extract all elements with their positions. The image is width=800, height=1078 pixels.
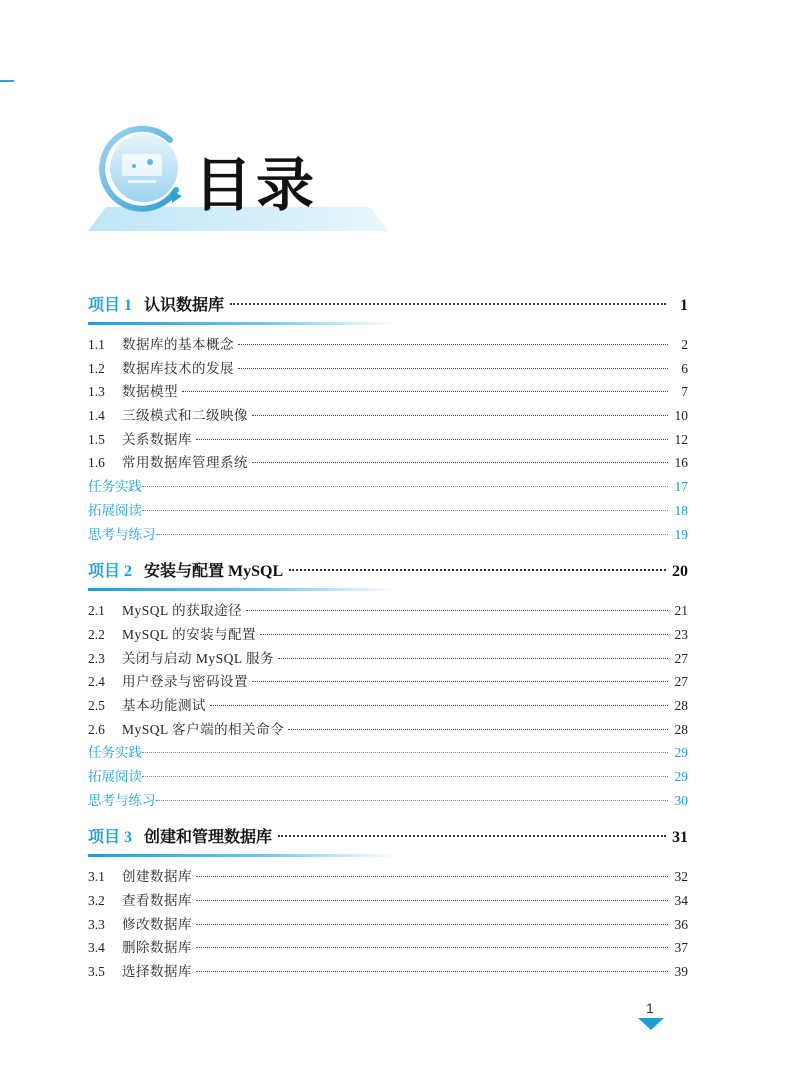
extra-page: 30 <box>674 792 688 808</box>
leader-dots <box>196 900 668 901</box>
extra-page: 18 <box>674 502 688 518</box>
section-number: 1.3 <box>88 384 105 400</box>
leader-dots <box>252 681 668 682</box>
page-number: 1 <box>646 1000 654 1016</box>
toc-section-row[interactable] <box>88 357 688 381</box>
chapter-number: 项目 2 <box>88 563 133 581</box>
section-number: 2.6 <box>88 721 105 737</box>
chapter-page: 20 <box>672 563 688 581</box>
toc-section-row[interactable] <box>88 694 688 718</box>
extra-page: 19 <box>674 526 688 542</box>
extra-title: 任务实践 <box>88 745 142 761</box>
leader-dots <box>230 303 666 305</box>
section-page: 16 <box>674 455 688 471</box>
section-title: 数据模型 <box>122 384 178 400</box>
section-page: 21 <box>674 603 688 619</box>
leader-dots <box>142 510 668 511</box>
leader-dots <box>289 569 666 571</box>
section-page: 12 <box>674 431 688 447</box>
toc-extra-row[interactable] <box>88 741 688 765</box>
section-title: MySQL 的安装与配置 <box>122 626 257 642</box>
table-of-contents <box>88 292 688 984</box>
section-number: 3.3 <box>88 916 105 932</box>
section-title: 基本功能测试 <box>122 697 206 713</box>
extra-title: 思考与练习 <box>88 792 156 808</box>
extra-title: 拓展阅读 <box>88 502 142 518</box>
extra-title: 拓展阅读 <box>88 769 142 784</box>
toc-section-row[interactable] <box>88 889 688 913</box>
section-title: 关系数据库 <box>122 431 192 447</box>
chapter-page: 1 <box>680 297 688 314</box>
leader-dots <box>260 634 668 635</box>
leader-dots <box>196 439 668 440</box>
database-logo-icon <box>92 120 192 220</box>
leader-dots <box>252 415 668 416</box>
leader-dots <box>142 752 668 753</box>
section-number: 3.5 <box>88 964 105 980</box>
section-page: 28 <box>674 697 688 713</box>
chapter-title: 创建和管理数据库 <box>144 829 273 847</box>
toc-extra-row[interactable] <box>88 499 688 523</box>
leader-dots <box>278 658 668 659</box>
section-page: 37 <box>674 940 688 956</box>
chapter-1 <box>88 292 688 546</box>
extra-page: 29 <box>674 769 688 784</box>
leader-dots <box>238 368 668 369</box>
section-number: 3.4 <box>88 940 105 956</box>
section-title: 修改数据库 <box>122 916 192 932</box>
toc-section-row[interactable] <box>88 451 688 475</box>
chapter-heading[interactable] <box>88 292 688 322</box>
leader-dots <box>156 800 669 801</box>
toc-extra-row[interactable] <box>88 789 688 813</box>
chapter-gap <box>88 546 688 558</box>
leader-dots <box>288 729 668 730</box>
leader-dots <box>210 705 668 706</box>
leader-dots <box>196 971 668 972</box>
toc-section-row[interactable] <box>88 428 688 452</box>
leader-dots <box>278 835 666 837</box>
chapter-heading[interactable] <box>88 558 688 588</box>
toc-section-row[interactable] <box>88 960 688 984</box>
section-number: 3.2 <box>88 893 105 909</box>
section-page: 6 <box>681 360 688 376</box>
section-number: 2.1 <box>88 603 105 619</box>
chapter-page: 31 <box>672 829 688 847</box>
page-title: 目录 <box>194 151 319 219</box>
page-edge-mark <box>0 80 14 82</box>
section-title: 创建数据库 <box>122 869 192 885</box>
chapter-title: 安装与配置 MySQL <box>144 563 284 581</box>
chapter-underline <box>88 854 398 857</box>
section-page: 2 <box>681 337 688 352</box>
toc-section-row[interactable] <box>88 599 688 623</box>
chapter-number: 项目 3 <box>88 829 133 847</box>
chapter-number: 项目 1 <box>88 297 133 314</box>
section-number: 1.6 <box>88 455 105 471</box>
toc-section-row[interactable] <box>88 936 688 960</box>
chapter-title: 认识数据库 <box>144 297 225 314</box>
section-number: 3.1 <box>88 869 105 885</box>
section-title: MySQL 的获取途径 <box>122 603 243 619</box>
toc-extra-row[interactable] <box>88 765 688 789</box>
section-page: 7 <box>681 384 688 400</box>
section-title: 删除数据库 <box>122 940 192 956</box>
section-title: 用户登录与密码设置 <box>122 674 248 690</box>
section-title: 常用数据库管理系统 <box>122 455 248 471</box>
leader-dots <box>246 610 668 611</box>
section-title: MySQL 客户端的相关命令 <box>122 721 285 737</box>
section-page: 32 <box>674 869 688 885</box>
section-page: 28 <box>674 721 688 737</box>
toc-section-row[interactable] <box>88 380 688 404</box>
section-page: 27 <box>674 674 688 690</box>
section-number: 2.3 <box>88 650 105 666</box>
section-number: 1.4 <box>88 408 105 424</box>
section-number: 1.2 <box>88 360 105 376</box>
toc-extra-row[interactable] <box>88 475 688 499</box>
chapter-2 <box>88 558 688 812</box>
section-page: 23 <box>674 626 688 642</box>
section-title: 查看数据库 <box>122 893 192 909</box>
page-marker-triangle-icon <box>638 1018 664 1030</box>
section-title: 三级模式和二级映像 <box>122 408 248 424</box>
chapter-3 <box>88 824 688 983</box>
toc-section-row[interactable] <box>88 623 688 647</box>
section-page: 10 <box>674 408 688 424</box>
chapter-gap <box>88 812 688 824</box>
toc-section-row[interactable] <box>88 865 688 889</box>
section-number: 2.5 <box>88 697 105 713</box>
section-number: 1.5 <box>88 431 105 447</box>
leader-dots <box>182 391 668 392</box>
section-page: 39 <box>674 964 688 980</box>
toc-section-row[interactable] <box>88 333 688 357</box>
section-title: 选择数据库 <box>122 964 192 980</box>
section-title: 数据库的基本概念 <box>122 337 234 352</box>
chapter-underline <box>88 588 398 591</box>
section-title: 关闭与启动 MySQL 服务 <box>122 650 275 666</box>
chapter-heading[interactable] <box>88 824 688 854</box>
section-page: 27 <box>674 650 688 666</box>
section-page: 34 <box>674 893 688 909</box>
toc-section-row[interactable] <box>88 670 688 694</box>
toc-section-row[interactable] <box>88 404 688 428</box>
leader-dots <box>196 924 668 925</box>
leader-dots <box>196 947 668 948</box>
toc-section-row[interactable] <box>88 718 688 742</box>
toc-section-row[interactable] <box>88 913 688 937</box>
leader-dots <box>142 776 668 777</box>
extra-title: 思考与练习 <box>88 526 156 542</box>
section-number: 2.4 <box>88 674 105 690</box>
toc-section-row[interactable] <box>88 647 688 671</box>
leader-dots <box>252 462 668 463</box>
extra-page: 17 <box>674 479 688 495</box>
leader-dots <box>238 344 668 345</box>
leader-dots <box>196 876 668 877</box>
chapter-underline <box>88 322 398 325</box>
toc-extra-row[interactable] <box>88 523 688 547</box>
section-title: 数据库技术的发展 <box>122 360 234 376</box>
leader-dots <box>156 534 669 535</box>
extra-title: 任务实践 <box>88 479 142 495</box>
leader-dots <box>142 486 668 487</box>
extra-page: 29 <box>674 745 688 761</box>
section-number: 2.2 <box>88 626 105 642</box>
section-number: 1.1 <box>88 337 105 352</box>
section-page: 36 <box>674 916 688 932</box>
